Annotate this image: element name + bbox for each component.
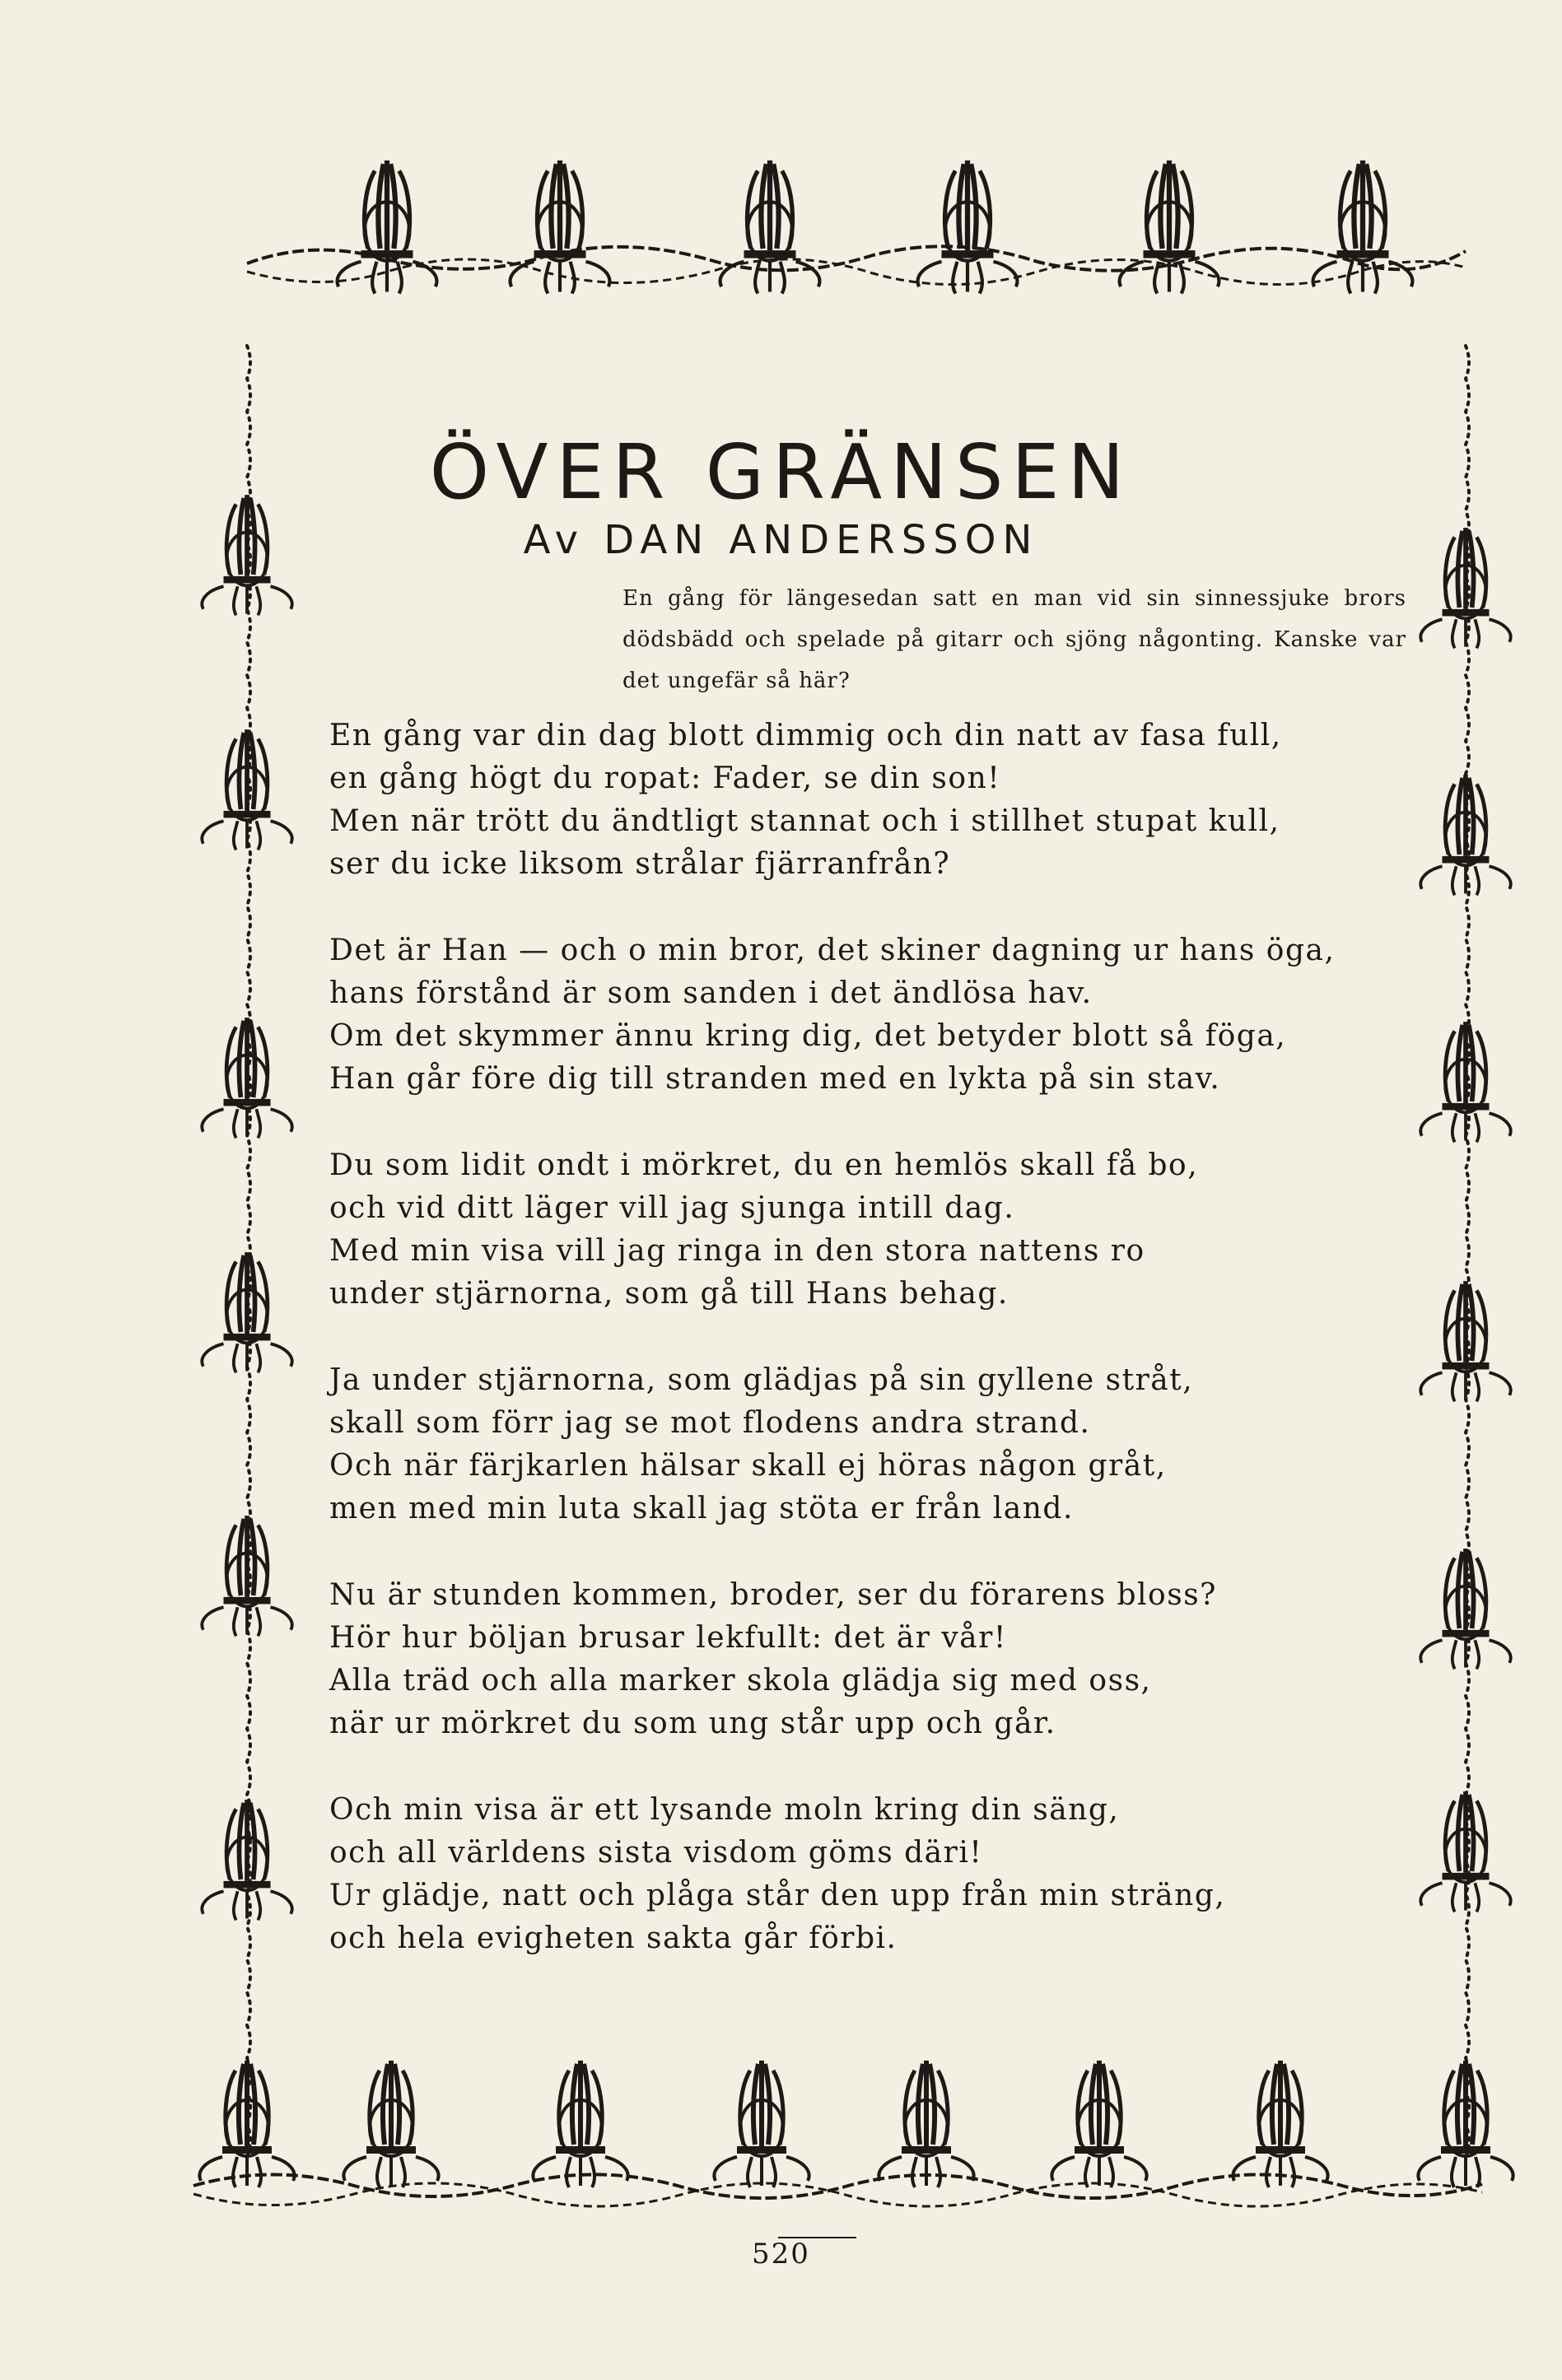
page-number: 520 xyxy=(752,2238,810,2271)
stanza-2 xyxy=(329,929,1424,1101)
bottom-flame-ornament xyxy=(879,2061,973,2187)
poem-line: Och när färjkarlen hälsar skall ej höras någon gråt, xyxy=(329,1449,1167,1483)
poem-line: när ur mörkret du som ung står upp och går. xyxy=(329,1707,1056,1740)
poem-body xyxy=(329,715,1424,2004)
poem-line: Alla träd och alla marker skola glädja sig med oss, xyxy=(329,1664,1152,1698)
poem-line: hans förstånd är som sanden i det ändlösa hav. xyxy=(329,976,1093,1010)
poem-line: Nu är stunden kommen, broder, ser du förarens bloss? xyxy=(329,1578,1217,1612)
left-flame-ornament xyxy=(202,1018,291,1138)
poem-line: Och min visa är ett lysande moln kring din säng, xyxy=(329,1793,1120,1827)
stanza-3 xyxy=(329,1144,1424,1316)
poem-line: och vid ditt läger vill jag sjunga intill dag. xyxy=(329,1191,1015,1225)
poem-line: Om det skymmer ännu kring dig, det betyder blott så föga, xyxy=(329,1019,1287,1053)
poem-line: och hela evigheten sakta går förbi. xyxy=(329,1921,898,1955)
intro-paragraph: En gång för längesedan satt en man vid sin sinnessjuke brors dödsbädd och spelade på gitarr och sjöng någonting. Kanske var det ungefär så här? xyxy=(622,586,1406,693)
poem-line: Ja under stjärnorna, som glädjas på sin gyllene stråt, xyxy=(329,1363,1194,1397)
bottom-flame-ornament xyxy=(343,2061,438,2187)
poem-line: En gång var din dag blott dimmig och din natt av fasa full, xyxy=(329,719,1282,752)
bottom-flame-ornament xyxy=(1233,2061,1327,2187)
stanza-1 xyxy=(329,715,1424,886)
poem-line: ser du icke liksom strålar fjärranfrån? xyxy=(329,847,951,881)
top-flame-ornament xyxy=(511,161,610,294)
stanza-6 xyxy=(329,1789,1424,1960)
bottom-flame-ornament xyxy=(1051,2061,1146,2187)
poem-line: Ur glädje, natt och plåga står den upp från min sträng, xyxy=(329,1879,1226,1912)
poem-line: Du som lidit ondt i mörkret, du en hemlös skall få bo, xyxy=(329,1148,1199,1182)
stanza-4 xyxy=(329,1359,1424,1530)
right-flame-ornament xyxy=(1420,1022,1510,1142)
right-flame-ornament xyxy=(1420,1549,1510,1669)
bottom-flame-ornament xyxy=(199,2061,294,2187)
top-flame-ornament xyxy=(1120,161,1219,294)
right-flame-ornament xyxy=(1420,775,1510,895)
poem-line: under stjärnorna, som gå till Hans behag. xyxy=(329,1277,1009,1311)
poem-line: men med min luta skall jag stöta er från land. xyxy=(329,1492,1074,1525)
bottom-border-chain xyxy=(194,2183,1482,2206)
poem-line: en gång högt du ropat: Fader, se din son! xyxy=(329,762,1001,795)
poem-line: Hör hur böljan brusar lekfullt: det är vår! xyxy=(329,1621,1007,1655)
poem-line: Han går före dig till stranden med en lykta på sin stav. xyxy=(329,1062,1221,1096)
poem-line: Men när trött du ändtligt stannat och i stillhet stupat kull, xyxy=(329,804,1280,838)
top-flame-ornament xyxy=(918,161,1018,294)
poem-line: Det är Han — och o min bror, det skiner dagning ur hans öga, xyxy=(329,934,1336,967)
poem-line: Med min visa vill jag ringa in den stora nattens ro xyxy=(329,1234,1145,1268)
poem-line: skall som förr jag se mot flodens andra strand. xyxy=(329,1406,1091,1440)
author-byline: Av DAN ANDERSSON xyxy=(523,517,1039,563)
bottom-border-chain xyxy=(194,2174,1482,2198)
stanza-5 xyxy=(329,1574,1424,1745)
bottom-flame-ornament xyxy=(533,2061,627,2187)
poem-line: och all världens sista visdom göms däri! xyxy=(329,1836,983,1870)
bottom-flame-ornament xyxy=(1418,2061,1513,2187)
left-flame-ornament xyxy=(202,1252,291,1372)
top-flame-ornament xyxy=(720,161,820,294)
right-flame-ornament xyxy=(1420,1281,1510,1401)
right-flame-ornament xyxy=(1420,1791,1510,1912)
left-flame-ornament xyxy=(202,1516,291,1636)
left-flame-ornament xyxy=(202,1800,291,1920)
left-flame-ornament xyxy=(202,729,291,850)
top-flame-ornament xyxy=(1313,161,1413,294)
poem-title: ÖVER GRÄNSEN xyxy=(429,428,1133,516)
bottom-flame-ornament xyxy=(714,2061,809,2187)
top-flame-ornament xyxy=(338,161,437,294)
